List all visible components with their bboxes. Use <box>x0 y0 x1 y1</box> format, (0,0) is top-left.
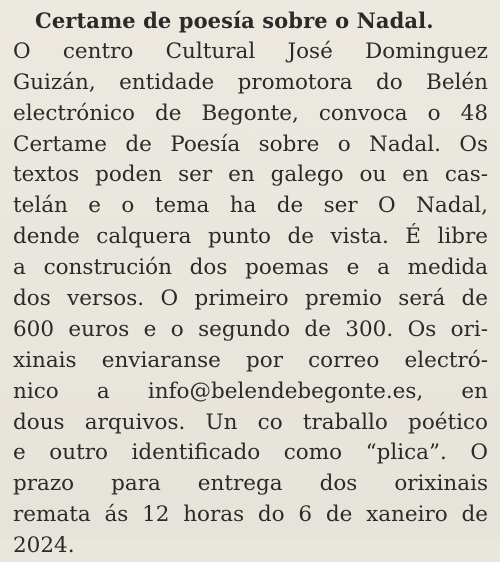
body-line: xinais enviaranse por correo electró- <box>13 347 488 373</box>
body-line: telán e o tema ha de ser O Nadal, <box>13 193 488 219</box>
body-line: dos versos. O primeiro premio será de <box>13 286 488 312</box>
body-line: electrónico de Begonte, convoca o 48 <box>13 100 488 126</box>
body-line: nico a info@belendebegonte.es, en <box>13 378 488 404</box>
body-line: Certame de Poesía sobre o Nadal. Os <box>13 131 488 157</box>
body-line: 2024. <box>13 533 75 559</box>
body-line: a construción dos poemas e a medida <box>13 255 488 281</box>
article-title: Certame de poesía sobre o Nadal. <box>35 8 434 33</box>
body-line: textos poden ser en galego ou en cas- <box>13 162 488 188</box>
body-line: 600 euros e o segundo de 300. Os ori- <box>13 316 488 342</box>
body-line: prazo para entrega dos orixinais <box>13 471 488 497</box>
body-line: remata ás 12 horas do 6 de xaneiro de <box>13 502 488 528</box>
article-body <box>13 37 488 562</box>
body-line: Guizán, entidade promotora do Belén <box>13 69 488 95</box>
body-line: dous arquivos. Un co traballo poético <box>13 409 488 435</box>
body-line: dende calquera punto de vista. É libre <box>13 224 488 250</box>
body-line: O centro Cultural José Dominguez <box>13 38 488 64</box>
body-line: e outro identificado como “plica”. O <box>13 440 488 466</box>
